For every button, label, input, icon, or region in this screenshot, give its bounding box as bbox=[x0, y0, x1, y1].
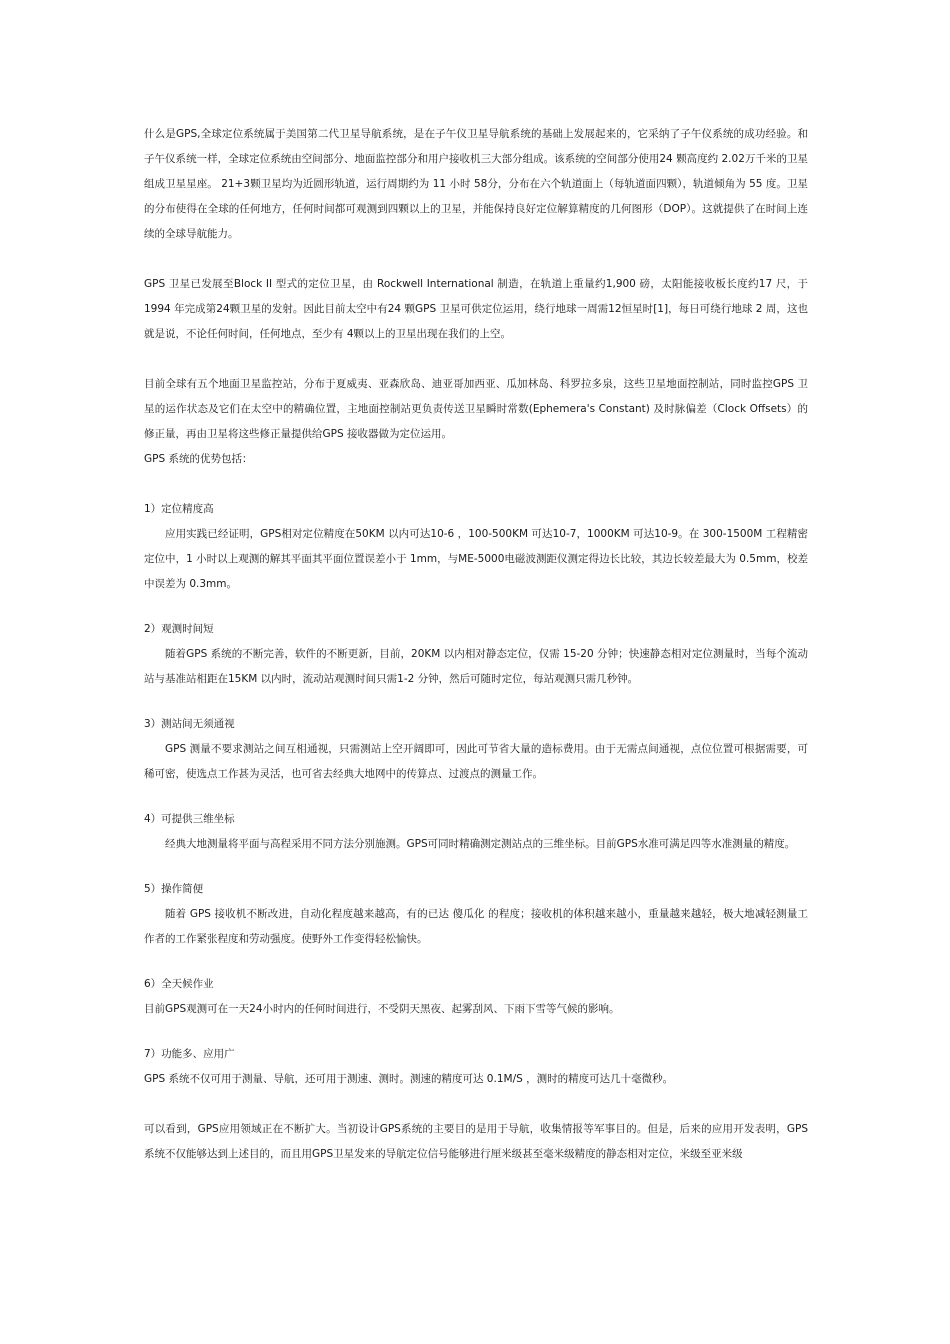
document-body bbox=[144, 122, 808, 1167]
closing-paragraph: 可以看到，GPS应用领域正在不断扩大。当初设计GPS系统的主要目的是用于导航，收集情报等军事目的。但是，后来的应用开发表明，GPS 系统不仅能够达到上述目的，而且用GPS卫星发来的导航定位信号能够进行厘米级甚至毫米级精度的静态相对定位，米级至亚米级 bbox=[144, 1123, 808, 1160]
section-body-6: 目前GPS观测可在一天24小时内的任何时间进行，不受阴天黑夜、起雾刮风、下雨下雪等气候的影响。 bbox=[144, 1003, 620, 1015]
section-heading-5: 5）操作简便 bbox=[144, 883, 204, 895]
section-heading-1: 1）定位精度高 bbox=[144, 503, 214, 515]
section-body-1: 应用实践已经证明，GPS相对定位精度在50KM 以内可达10-6 ，100-500KM 可达10-7，1000KM 可达10-9。在 300-1500M 工程精密定位中，1 小时以上观测的解其平面其平面位置误差小于 1mm，与ME-5000电磁波测距仪测定得边长比较，其边长较差最大为 0.5mm，校差中误差为 0.3mm。 bbox=[144, 528, 808, 590]
intro-paragraph-1: 什么是GPS,全球定位系统属于美国第二代卫星导航系统，是在子午仪卫星导航系统的基础上发展起来的，它采纳了子午仪系统的成功经验。和子午仪系统一样，全球定位系统由空间部分、地面监控部分和用户接收机三大部分组成。该系统的空间部分使用24 颗高度约 2.02万千米的卫星组成卫星星座。 21+3颗卫星均为近圆形轨道，运行周期约为 11 小时 58分，分布在六个轨道面上（每轨道面四颗），轨道倾角为 55 度。卫星的分布使得在全球的任何地方，任何时间都可观测到四颗以上的卫星，并能保持良好定位解算精度的几何图形（DOP）。这就提供了在时间上连续的全球导航能力。 bbox=[144, 128, 808, 240]
section-heading-2: 2）观测时间短 bbox=[144, 623, 214, 635]
advantages-intro: GPS 系统的优势包括： bbox=[144, 453, 253, 465]
section-body-4: 经典大地测量将平面与高程采用不同方法分别施测。GPS可同时精确测定测站点的三维坐标。目前GPS水准可满足四等水准测量的精度。 bbox=[165, 838, 796, 850]
section-heading-3: 3）测站间无须通视 bbox=[144, 718, 235, 730]
section-body-3: GPS 测量不要求测站之间互相通视，只需测站上空开阔即可，因此可节省大量的造标费用。由于无需点间通视，点位位置可根据需要，可稀可密，使选点工作甚为灵活，也可省去经典大地网中的传算点、过渡点的测量工作。 bbox=[144, 743, 808, 780]
section-body-7: GPS 系统不仅可用于测量、导航，还可用于测速、测时。测速的精度可达 0.1M/S ，测时的精度可达几十毫微秒。 bbox=[144, 1073, 674, 1085]
intro-paragraph-3: 目前全球有五个地面卫星监控站，分布于夏威夷、亚森欣岛、迪亚哥加西亚、瓜加林岛、科罗拉多泉，这些卫星地面控制站，同时监控GPS 卫星的运作状态及它们在太空中的精确位置，主地面控制站更负责传送卫星瞬时常数(Ephemera's Constant) 及时脉偏差（Clock Offsets）的修正量，再由卫星将这些修正量提供给GPS 接收器做为定位运用。 bbox=[144, 378, 808, 440]
section-body-5: 随着 GPS 接收机不断改进，自动化程度越来越高，有的已达 傻瓜化 的程度；接收机的体积越来越小，重量越来越轻，极大地减轻测量工作者的工作紧张程度和劳动强度。使野外工作变得轻松愉快。 bbox=[144, 908, 808, 945]
section-heading-6: 6）全天候作业 bbox=[144, 978, 214, 990]
section-heading-4: 4）可提供三维坐标 bbox=[144, 813, 235, 825]
intro-paragraph-2: GPS 卫星已发展至Block II 型式的定位卫星，由 Rockwell International 制造，在轨道上重量约1,900 磅，太阳能接收板长度约17 尺，于1994 年完成第24颗卫星的发射。因此目前太空中有24 颗GPS 卫星可供定位运用，绕行地球一周需12恒星时[1]，每日可绕行地球 2 周，这也就是说，不论任何时间，任何地点，至少有 4颗以上的卫星出现在我们的上空。 bbox=[144, 278, 808, 340]
section-body-2: 随着GPS 系统的不断完善，软件的不断更新，目前，20KM 以内相对静态定位，仅需 15-20 分钟；快速静态相对定位测量时，当每个流动站与基准站相距在15KM 以内时，流动站观测时间只需1-2 分钟，然后可随时定位，每站观测只需几秒钟。 bbox=[144, 648, 808, 685]
section-heading-7: 7）功能多、应用广 bbox=[144, 1048, 235, 1060]
